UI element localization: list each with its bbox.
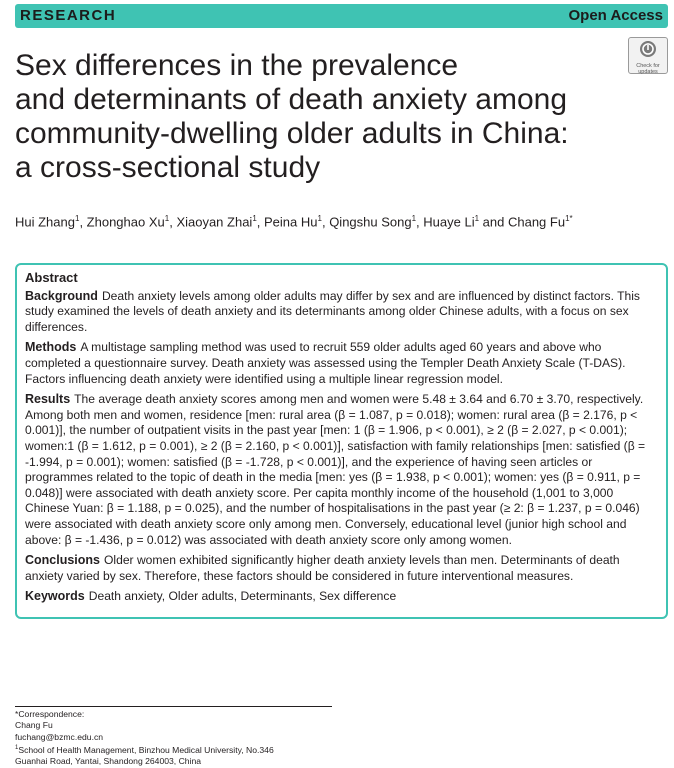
abstract-methods (25, 340, 658, 387)
title-line: a cross-sectional study (15, 151, 321, 184)
author-name[interactable]: Peina Hu (264, 214, 318, 230)
conclusions-text: Older women exhibited significantly higher death anxiety levels than men. Determinants of death anxiety varied by sex. Therefore, these factors should be considered in future interventional measures. (25, 553, 620, 583)
author-affiliation-mark: 1 (252, 214, 257, 223)
results-text: The average death anxiety scores among men and women were 5.48 ± 3.64 and 6.70 ± 3.70, respectively. Among both men and women, residence [men: rural area (β = 1.087, p = 0.018); women: rural area (β = 2.176, p < 0.001)], the number of outpatient visits in the past year [men: 1 (β = 1.906, p < 0.001), ≥ 2 (β = 2.027, p < 0.001); women:1 (β = 1.612, p = 0.001), ≥ 2 (β = 2.160, p < 0.001)], satisfaction with family relationships [men: satisfied (β = -1.994, p = 0.001); women: satisfied (β = -1.728, p < 0.001)], and the experience of having seen articles or programmes related to the topic of death in the media [men: yes (β = 1.938, p < 0.001); women: yes (β = 0.911, p = 0.048)] were associated with death anxiety score. Per capita monthly income of the household (1,001 to 3,000 Chinese Yuan: β = 1.188, p = 0.025), and the number of hospitalisations in the past year (≥ 2: β = 1.237, p = 0.046) were associated with death anxiety score only among men. Conversely, educational level (junior high school and above: β = -1.436, p = 0.012) was associated with death anxiety score only among women. (25, 392, 646, 547)
results-label: Results (25, 392, 71, 407)
affiliation-text: School of Health Management, Binzhou Medical University, No.346 (18, 745, 274, 756)
correspondence-name: Chang Fu (15, 720, 53, 731)
affiliation-line-2: Guanhai Road, Yantai, Shandong 264003, China (15, 756, 202, 767)
author-separator: , (256, 214, 265, 230)
footnotes (15, 709, 274, 768)
title-line: and determinants of death anxiety among (15, 83, 568, 116)
author-list (15, 214, 573, 229)
author-separator: and (479, 214, 508, 230)
author-name[interactable]: Qingshu Song (329, 214, 412, 230)
title-line: Sex differences in the prevalence (15, 49, 459, 82)
author-separator: , (321, 214, 330, 230)
affiliation-line (15, 743, 274, 756)
abstract-box (15, 263, 668, 619)
author-affiliation-mark: 1 (411, 214, 417, 223)
correspondence-email-link[interactable]: fuchang@bzmc.edu.cn (15, 731, 104, 742)
conclusions-label: Conclusions (25, 553, 101, 568)
author-separator: , (79, 214, 87, 230)
open-access-label: Open Access (568, 7, 663, 24)
abstract-results (25, 392, 658, 548)
abstract-conclusions (25, 553, 658, 584)
affiliation-mark: 1 (15, 745, 19, 752)
abstract-background (25, 289, 658, 336)
section-label: RESEARCH (20, 7, 117, 24)
author-name[interactable]: Huaye Li (423, 214, 475, 230)
author-affiliation-mark: 1 (474, 214, 480, 223)
check-for-updates-line1: Check for (636, 63, 660, 69)
author-affiliation-mark: 1* (565, 214, 573, 223)
author-name[interactable]: Xiaoyan Zhai (176, 214, 253, 230)
methods-text: A multistage sampling method was used to recruit 559 older adults aged 60 years and above who completed a questionnaire survey. Death anxiety was assessed using the Templer Death Anxiety Scale (T-DAS). Factors influencing death anxiety were identified using a multiple linear regression model. (25, 340, 626, 386)
correspondence-label: *Correspondence: (15, 709, 85, 719)
author-affiliation-mark: 1 (74, 214, 80, 223)
check-for-updates-icon (639, 40, 657, 58)
keywords-label: Keywords (25, 589, 85, 604)
author-name[interactable]: Hui Zhang (15, 214, 75, 230)
methods-label: Methods (25, 340, 77, 355)
footnote-divider (15, 706, 332, 707)
author-separator: , (169, 214, 177, 230)
check-for-updates-line2: updates (638, 69, 658, 75)
author-affiliation-mark: 1 (317, 214, 322, 223)
author-affiliation-mark: 1 (164, 214, 170, 223)
abstract-heading: Abstract (25, 270, 78, 285)
background-label: Background (25, 288, 98, 303)
author-name[interactable]: Zhonghao Xu (86, 214, 165, 230)
section-banner (15, 4, 668, 28)
author-separator: , (416, 214, 424, 230)
abstract-keywords (25, 589, 658, 605)
background-text: Death anxiety levels among older adults may differ by sex and are influenced by distinct factors. This study examined the levels of death anxiety and its determinants among older Chinese adults, with a focus on sex differences. (25, 288, 640, 334)
author-name[interactable]: Chang Fu (507, 214, 566, 230)
keywords-text: Death anxiety, Older adults, Determinants, Sex difference (88, 589, 397, 604)
title-line: community-dwelling older adults in China: (15, 117, 569, 150)
article-title (15, 49, 615, 185)
check-for-updates-button[interactable] (628, 37, 668, 74)
